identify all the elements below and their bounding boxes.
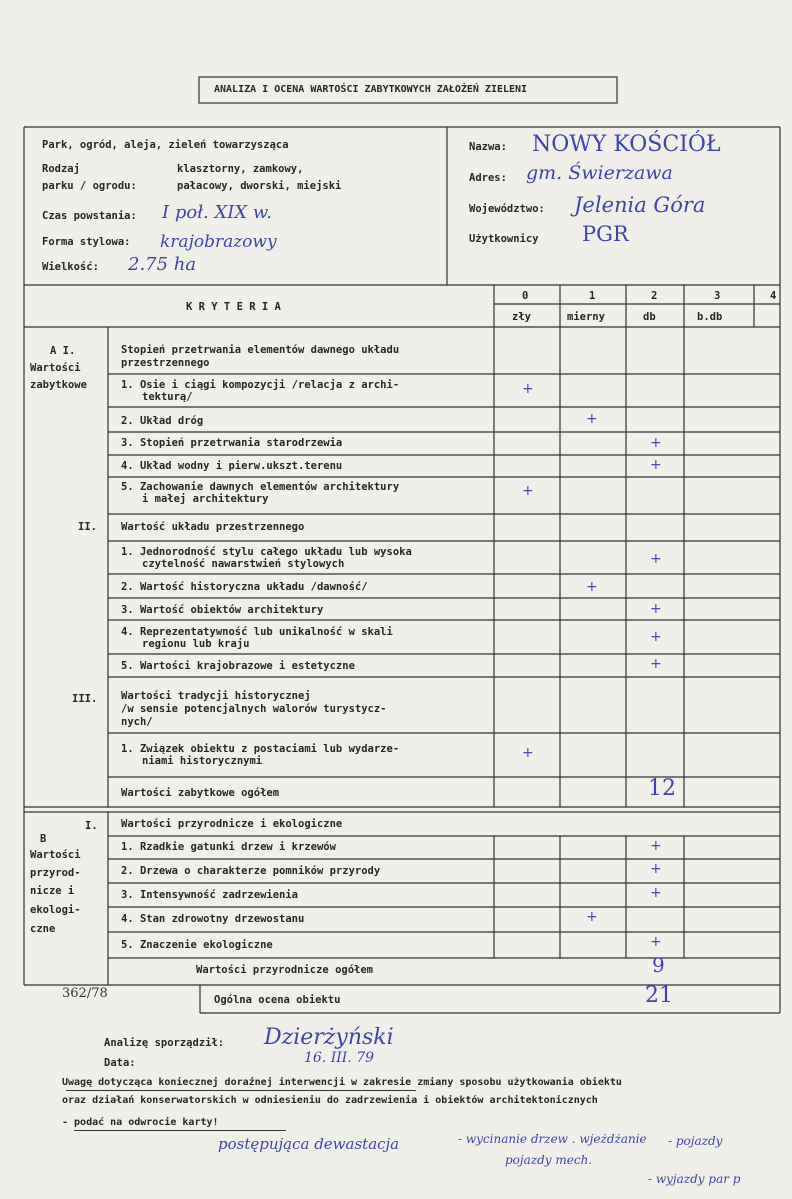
group-1-item-1-l2: tekturą/ xyxy=(142,391,193,403)
group-3-title-3: nych/ xyxy=(121,716,153,728)
rating-mark-d3: + xyxy=(650,885,662,901)
group-2-item-4-l2: regionu lub kraju xyxy=(142,638,250,650)
rodzaj-options-1: klasztorny, zamkowy, xyxy=(177,163,304,175)
forma-value: krajobrazowy xyxy=(160,232,277,252)
wielkosc-value: 2.75 ha xyxy=(128,254,197,275)
scale-2: 2 xyxy=(651,290,658,302)
group-1-item-4: 4. Układ wodny i pierw.ukszt.terenu xyxy=(121,460,343,472)
section-b-label-1: Wartości xyxy=(30,849,81,861)
rating-mark-a4: + xyxy=(650,457,662,473)
scale-0: 0 xyxy=(522,290,529,302)
parku-label: parku / ogrodu: xyxy=(42,180,137,192)
group-3-title-2: /w sensie potencjalnych walorów turystycz- xyxy=(121,703,387,715)
group-1-title-2: przestrzennego xyxy=(121,357,210,369)
data-value: 16. III. 79 xyxy=(304,1050,375,1066)
analiza-label: Analizę sporządził: xyxy=(104,1037,225,1049)
analiza-signature: Dzierżyński xyxy=(264,1025,394,1050)
wojewodztwo-label: Województwo: xyxy=(469,203,545,215)
uwaga-line-2: oraz działań konserwatorskich w odniesieniu do zadrzewienia i obiektów architektonicznych xyxy=(62,1095,598,1106)
group-1-item-5-l2: i małej architektury xyxy=(142,493,269,505)
section-b-label-2: przyrod- xyxy=(30,867,81,879)
scale-1: 1 xyxy=(589,290,596,302)
handwritten-note-1: postępująca dewastacja xyxy=(218,1135,400,1153)
group-2-item-5: 5. Wartości krajobrazowe i estetyczne xyxy=(121,660,355,672)
section-b-item-4: 4. Stan zdrowotny drzewostanu xyxy=(121,913,305,925)
czas-label: Czas powstania: xyxy=(42,210,137,222)
rating-mark-d4: + xyxy=(586,909,598,925)
adres-value: gm. Świerzawa xyxy=(526,162,673,184)
uwaga-line-3: - podać na odwrocie karty! xyxy=(62,1117,219,1128)
rating-mark-a3: + xyxy=(650,435,662,451)
section-b-letter: B xyxy=(40,833,47,845)
przyrodnicze-total-value: 9 xyxy=(652,953,665,977)
archive-stamp: 362/78 xyxy=(62,986,108,1001)
rating-mark-b2: + xyxy=(586,579,598,595)
section-b-roman: I. xyxy=(85,820,98,832)
group-2-title: Wartość układu przestrzennego xyxy=(121,521,305,533)
data-label: Data: xyxy=(104,1057,136,1069)
nazwa-value: NOWY KOŚCIÓŁ xyxy=(532,132,721,157)
group-3-item-1-l2: niami historycznymi xyxy=(142,755,263,767)
rating-mark-a2: + xyxy=(586,411,598,427)
rating-mark-d2: + xyxy=(650,861,662,877)
section-a-label-2: zabytkowe xyxy=(30,379,87,391)
group-2-item-2: 2. Wartość historyczna układu /dawność/ xyxy=(121,581,368,593)
section-b-label-4: ekologi- xyxy=(30,904,81,916)
scale-3: 3 xyxy=(714,290,721,302)
form-title: ANALIZA I OCENA WARTOŚCI ZABYTKOWYCH ZAŁOŻEŃ ZIELENI xyxy=(214,84,528,95)
rating-mark-b4: + xyxy=(650,629,662,645)
rating-mark-a5: + xyxy=(522,483,534,499)
section-a-roman-3: III. xyxy=(72,693,98,705)
group-1-title-1: Stopień przetrwania elementów dawnego układu xyxy=(121,344,400,356)
section-a-roman-2: II. xyxy=(78,521,97,533)
scale-label-zly: zły xyxy=(512,311,531,323)
nazwa-label: Nazwa: xyxy=(469,141,507,153)
group-2-item-4-l1: 4. Reprezentatywność lub unikalność w skali xyxy=(121,626,393,638)
forma-label: Forma stylowa: xyxy=(42,236,131,248)
rating-mark-b5: + xyxy=(650,656,662,672)
section-b-item-5: 5. Znaczenie ekologiczne xyxy=(121,939,273,951)
uzytkownicy-label: Użytkownicy xyxy=(469,233,539,245)
section-b-label-5: czne xyxy=(30,923,56,935)
rodzaj-options-2: pałacowy, dworski, miejski xyxy=(177,180,342,192)
group-3-title-1: Wartości tradycji historycznej xyxy=(121,690,311,702)
handwritten-note-4: - pojazdy xyxy=(668,1134,723,1148)
overall-label: Ogólna ocena obiektu xyxy=(214,994,341,1006)
adres-label: Adres: xyxy=(469,172,507,184)
group-1-item-1-l1: 1. Osie i ciągi kompozycji /relacja z archi- xyxy=(121,379,400,391)
scale-4: 4 xyxy=(770,290,777,302)
czas-value: I poł. XIX w. xyxy=(162,202,272,223)
rating-mark-d5: + xyxy=(650,934,662,950)
rating-mark-c1: + xyxy=(522,745,534,761)
group-2-item-1-l2: czytelność nawarstwień stylowych xyxy=(142,558,345,570)
handwritten-note-3: pojazdy mech. xyxy=(505,1153,593,1167)
rating-mark-b1: + xyxy=(650,551,662,567)
section-a-roman: A I. xyxy=(50,345,76,357)
handwritten-note-5: - wyjazdy par p xyxy=(648,1172,741,1186)
zabytkowe-total-label: Wartości zabytkowe ogółem xyxy=(121,787,280,799)
section-a-label-1: Wartości xyxy=(30,362,81,374)
group-1-item-2: 2. Układ dróg xyxy=(121,415,204,427)
rating-mark-a1: + xyxy=(522,381,534,397)
group-1-item-5-l1: 5. Zachowanie dawnych elementów architektury xyxy=(121,481,400,493)
group-3-item-1-l1: 1. Związek obiektu z postaciami lub wydarze- xyxy=(121,743,400,755)
rating-mark-d1: + xyxy=(650,838,662,854)
uzytkownicy-value: PGR xyxy=(582,222,629,246)
park-type-line: Park, ogród, aleja, zieleń towarzysząca xyxy=(42,139,289,151)
uwaga-line-1: Uwagę dotycząca koniecznej doraźnej interwencji w zakresie zmiany sposobu użytkowania obiektu xyxy=(62,1077,622,1088)
scale-label-db: db xyxy=(643,311,656,323)
rating-mark-b3: + xyxy=(650,601,662,617)
section-b-title: Wartości przyrodnicze i ekologiczne xyxy=(121,818,343,830)
zabytkowe-total-value: 12 xyxy=(648,776,676,801)
scale-label-mierny: mierny xyxy=(567,311,605,323)
przyrodnicze-total-label: Wartości przyrodnicze ogółem xyxy=(196,964,374,976)
group-2-item-3: 3. Wartość obiektów architektury xyxy=(121,604,324,616)
scale-label-bdb: b.db xyxy=(697,311,723,323)
section-b-item-3: 3. Intensywność zadrzewienia xyxy=(121,889,299,901)
kryteria-header: K R Y T E R I A xyxy=(186,301,281,313)
section-b-item-1: 1. Rzadkie gatunki drzew i krzewów xyxy=(121,841,336,853)
section-b-label-3: nicze i xyxy=(30,885,75,897)
rodzaj-label: Rodzaj xyxy=(42,163,80,175)
handwritten-note-2: - wycinanie drzew . wjeżdżanie xyxy=(458,1132,647,1146)
section-b-item-2: 2. Drzewa o charakterze pomników przyrody xyxy=(121,865,381,877)
group-1-item-3: 3. Stopień przetrwania starodrzewia xyxy=(121,437,343,449)
group-2-item-1-l1: 1. Jednorodność stylu całego układu lub wysoka xyxy=(121,546,412,558)
wojewodztwo-value: Jelenia Góra xyxy=(574,193,706,217)
overall-value: 21 xyxy=(645,983,673,1008)
wielkosc-label: Wielkość: xyxy=(42,261,99,273)
